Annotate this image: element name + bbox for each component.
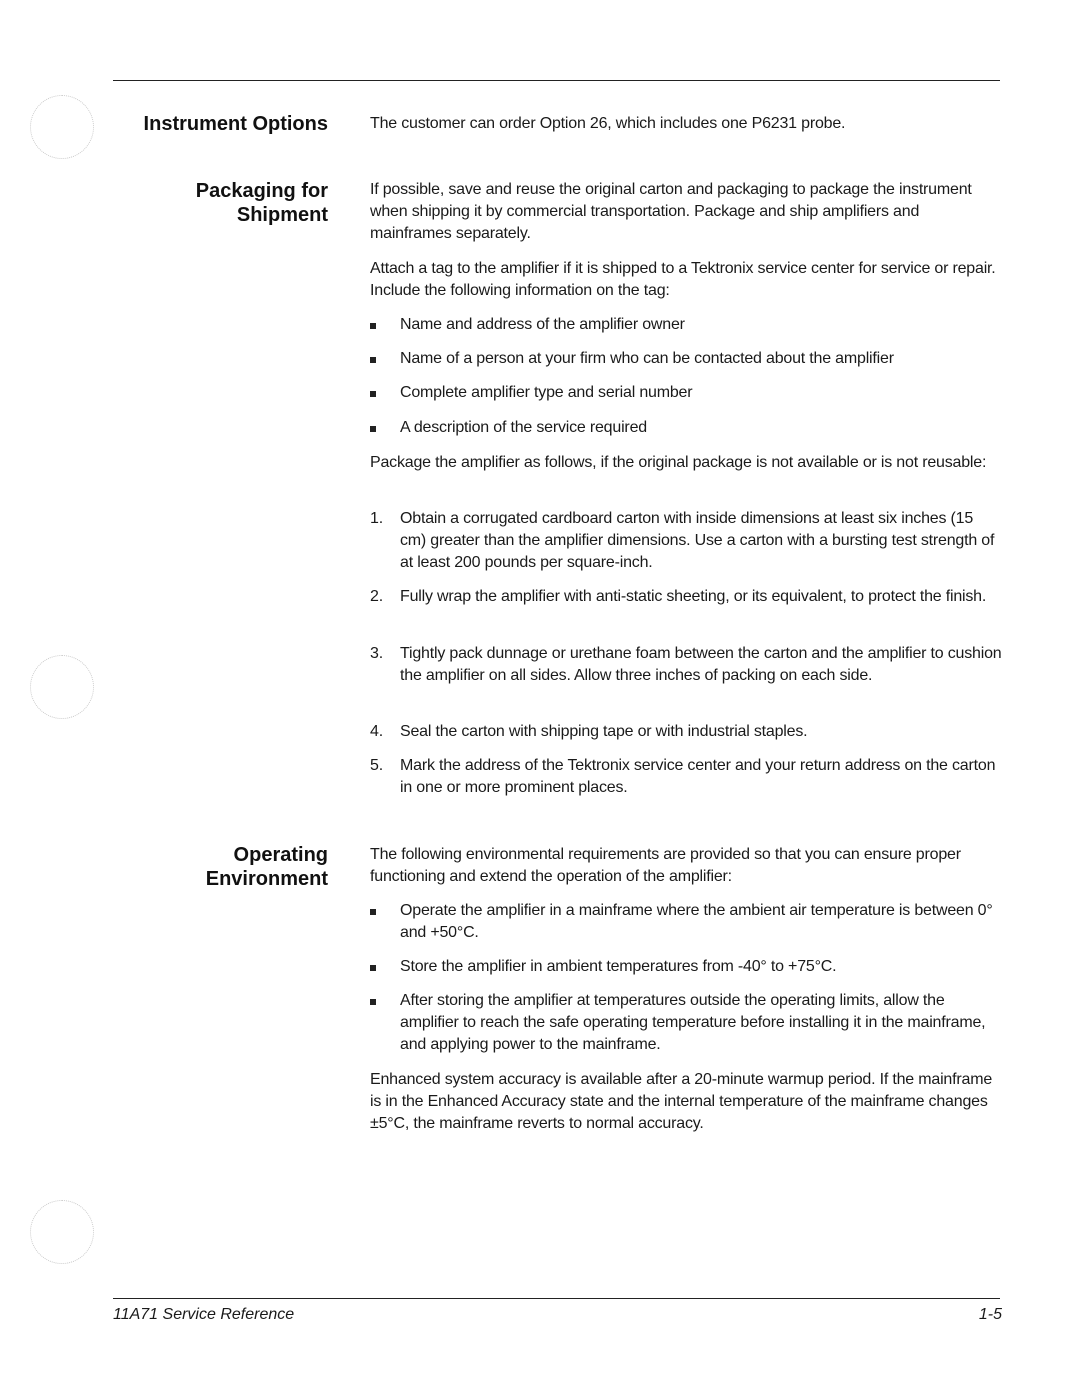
- operating-paragraph: The following environmental requirements are provided so that you can ensure proper functioning and extend the operation of the amplifier:: [370, 846, 961, 885]
- heading-line: Environment: [205, 868, 328, 890]
- binder-hole: [30, 655, 94, 719]
- list-item: [370, 382, 1002, 404]
- list-item-text: Store the amplifier in ambient temperatures from -40° to +75°C.: [400, 958, 837, 975]
- numbered-step: [370, 643, 1002, 687]
- packaging-paragraph: Attach a tag to the amplifier if it is shipped to a Tektronix service center for service or repair. Include the following information on the tag:: [370, 260, 996, 299]
- list-item-text: Name and address of the amplifier owner: [400, 316, 685, 333]
- list-item: [370, 348, 1002, 370]
- section-heading-operating-environment: [206, 843, 328, 891]
- step-text: Fully wrap the amplifier with anti-static sheeting, or its equivalent, to protect the finish.: [400, 588, 987, 605]
- packaging-paragraph: If possible, save and reuse the original carton and packaging to package the instrument when shipping it by commercial transportation. Package and ship amplifiers and mainframes separately.: [370, 181, 972, 242]
- step-number: 1.: [370, 510, 383, 527]
- bullet-icon: [370, 999, 376, 1005]
- bullet-icon: [370, 323, 376, 329]
- list-item-text: Complete amplifier type and serial number: [400, 384, 693, 401]
- list-item: [370, 314, 1002, 336]
- section-heading-instrument-options: Instrument Options: [143, 113, 328, 135]
- footer-title: 11A71 Service Reference: [113, 1306, 295, 1323]
- step-number: 3.: [370, 645, 383, 662]
- top-rule: [113, 80, 1000, 81]
- list-item-text: A description of the service required: [400, 419, 647, 436]
- binder-hole: [30, 1200, 94, 1264]
- step-number: 2.: [370, 588, 383, 605]
- step-text: Mark the address of the Tektronix service center and your return address on the carton in one or more prominent places.: [400, 757, 996, 796]
- bullet-icon: [370, 965, 376, 971]
- step-text: Obtain a corrugated cardboard carton with inside dimensions at least six inches (15 cm) greater than the amplifier dimensions. Use a carton with a bursting test strength of at least 200 pounds per square-inch.: [400, 510, 995, 571]
- list-item-text: Name of a person at your firm who can be contacted about the amplifier: [400, 350, 894, 367]
- numbered-step: [370, 508, 1002, 574]
- list-item: [370, 900, 1002, 944]
- bullet-icon: [370, 909, 376, 915]
- binder-hole: [30, 95, 94, 159]
- numbered-step: [370, 586, 1002, 608]
- list-item: [370, 990, 1002, 1056]
- numbered-step: [370, 721, 1002, 743]
- page-number: 1-5: [978, 1306, 1002, 1323]
- bullet-icon: [370, 357, 376, 363]
- step-number: 5.: [370, 757, 383, 774]
- list-item: [370, 417, 1002, 439]
- heading-line: Packaging for: [195, 180, 328, 202]
- instrument-options-text: The customer can order Option 26, which includes one P6231 probe.: [370, 115, 846, 132]
- list-item-text: After storing the amplifier at temperatures outside the operating limits, allow the amplifier to reach the safe operating temperature before installing it in the mainframe, and applying power to the mainframe.: [400, 992, 986, 1053]
- bullet-icon: [370, 426, 376, 432]
- section-heading-packaging: [196, 179, 328, 227]
- step-number: 4.: [370, 723, 383, 740]
- packaging-paragraph: Package the amplifier as follows, if the original package is not available or is not reusable:: [370, 454, 987, 471]
- bottom-rule: [113, 1298, 1000, 1299]
- list-item-text: Operate the amplifier in a mainframe where the ambient air temperature is between 0° and +50°C.: [400, 902, 993, 941]
- step-text: Tightly pack dunnage or urethane foam between the carton and the amplifier to cushion the amplifier on all sides. Allow three inches of packing on each side.: [400, 645, 1002, 684]
- heading-line: Operating: [233, 844, 328, 866]
- bullet-icon: [370, 391, 376, 397]
- step-text: Seal the carton with shipping tape or with industrial staples.: [400, 723, 808, 740]
- list-item: [370, 956, 1002, 978]
- operating-paragraph: Enhanced system accuracy is available after a 20-minute warmup period. If the mainframe is in the Enhanced Accuracy state and the internal temperature of the mainframe changes ±5°C, the mainframe reverts to normal accuracy.: [370, 1071, 993, 1132]
- numbered-step: [370, 755, 1002, 799]
- heading-line: Shipment: [236, 204, 328, 226]
